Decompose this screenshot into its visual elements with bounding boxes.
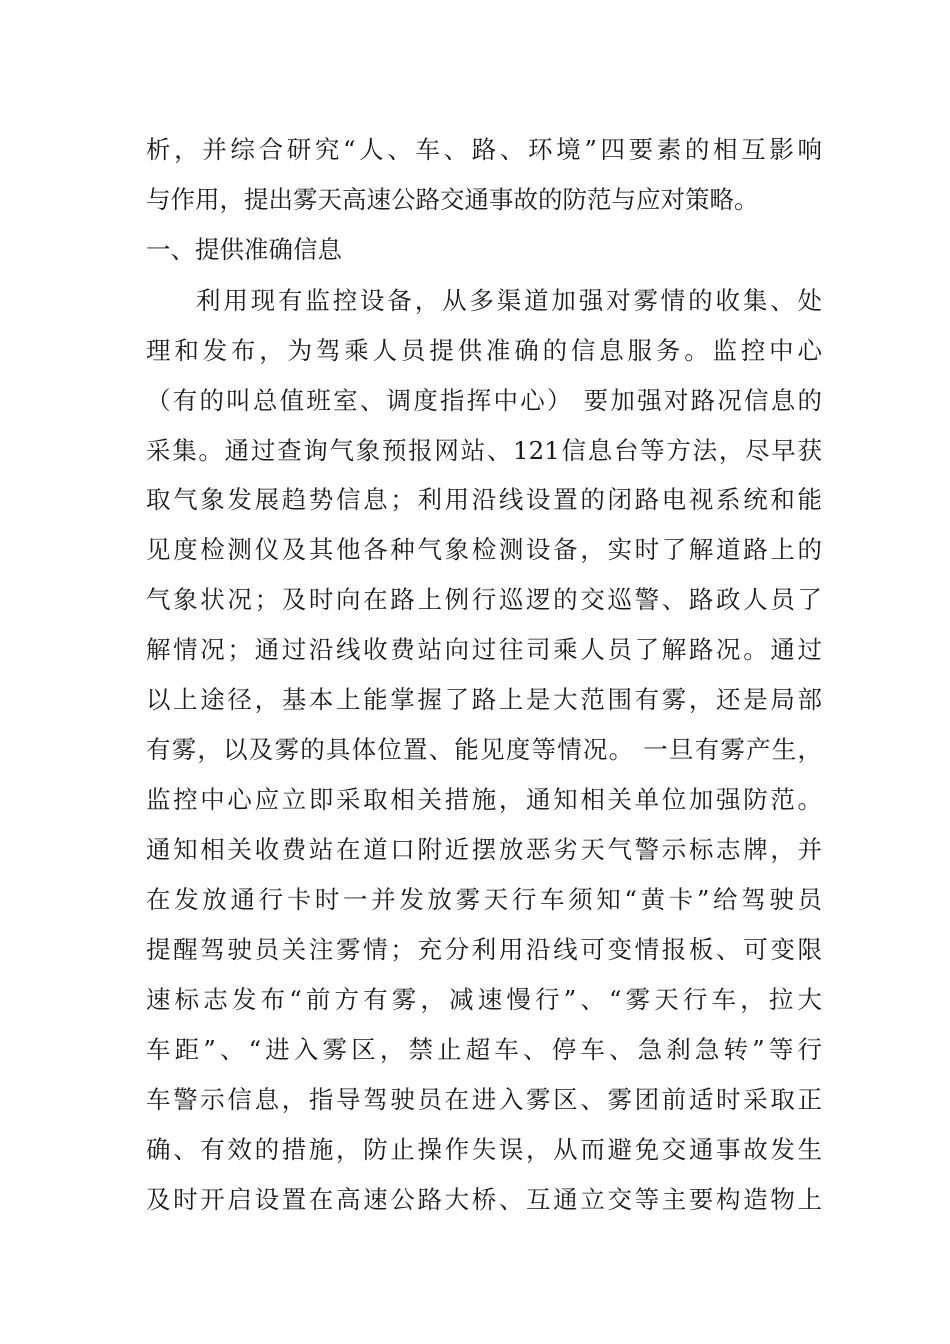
paragraph-line: 气象状况；及时向在路上例行巡逻的交巡警、路政人员了 [146,585,822,614]
paragraph-line: 提醒驾驶员关注雾情；充分利用沿线可变情报板、可变限 [146,935,822,964]
paragraph-line: 确、有效的措施，防止操作失误，从而避免交通事故发生 [146,1135,822,1164]
paragraph-line: （有的叫总值班室、调度指挥中心） 要加强对路况信息的 [146,386,822,415]
paragraph-line: 速标志发布“前方有雾，减速慢行”、“雾天行车，拉大 [146,985,822,1014]
section-heading: 一、提供准确信息 [146,235,342,264]
paragraph-line: 见度检测仪及其他各种气象检测设备，实时了解道路上的 [146,535,822,564]
paragraph-line: 有雾，以及雾的具体位置、能见度等情况。 一旦有雾产生， [146,735,822,764]
paragraph-line: 理和发布，为驾乘人员提供准确的信息服务。监控中心 [146,336,822,365]
paragraph-line: 车警示信息，指导驾驶员在进入雾区、雾团前适时采取正 [146,1085,822,1114]
paragraph-line: 通知相关收费站在道口附近摆放恶劣天气警示标志牌，并 [146,835,822,864]
paragraph-line: 监控中心应立即采取相关措施，通知相关单位加强防范。 [146,785,822,814]
paragraph-line: 取气象发展趋势信息；利用沿线设置的闭路电视系统和能 [146,485,822,514]
paragraph-line: 以上途径，基本上能掌握了路上是大范围有雾，还是局部 [146,685,822,714]
paragraph-line: 采集。通过查询气象预报网站、121信息台等方法，尽早获 [146,436,822,465]
intro-line: 析，并综合研究“人、车、路、环境”四要素的相互影响 [146,135,822,164]
paragraph-line: 在发放通行卡时一并发放雾天行车须知“黄卡”给驾驶员 [146,885,822,914]
paragraph-line: 利用现有监控设备，从多渠道加强对雾情的收集、处 [196,286,822,315]
paragraph-line: 及时开启设置在高速公路大桥、互通立交等主要构造物上 [146,1185,822,1214]
paragraph-line: 解情况；通过沿线收费站向过往司乘人员了解路况。通过 [146,635,822,664]
intro-line: 与作用，提出雾天高速公路交通事故的防范与应对策略。 [146,185,759,214]
paragraph-line: 车距”、“进入雾区，禁止超车、停车、急刹急转”等行 [146,1035,822,1064]
